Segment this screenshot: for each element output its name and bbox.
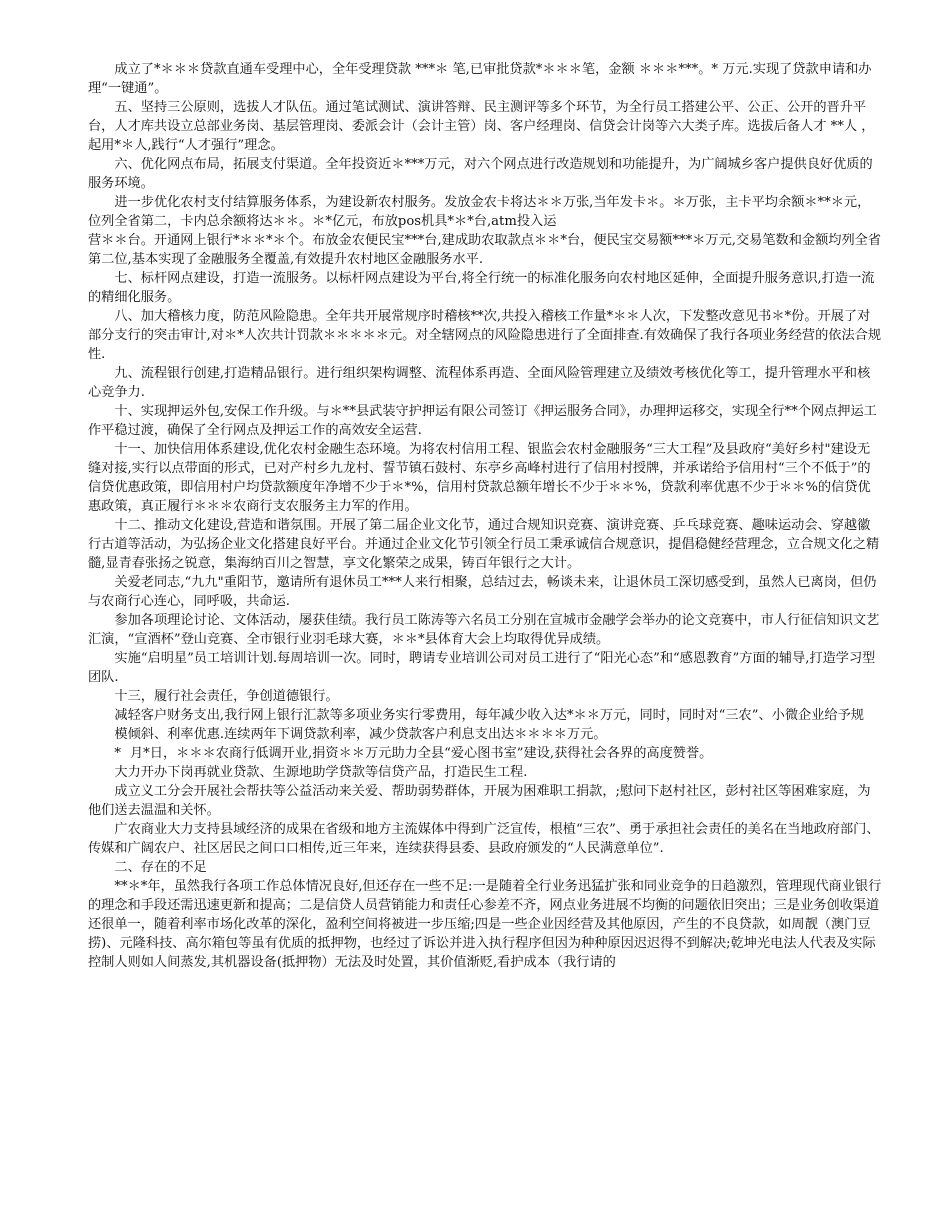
- paragraph-rates: 模倾斜、利率优惠.连续两年下调贷款利率，减少贷款客户利息支出达＊＊＊＊万元。: [114, 727, 607, 742]
- paragraph-credit-system: 十一、加快信用体系建设,优化农村金融生态环境。为将农村信用工程、银监会农村金融服务“三大工程”及县政府“美好乡村"建设无缝对接,实行以点带面的形式，已对产村乡九龙村、誓节镇石鼓村、东亭乡高峰村进行了信用村授牌，并承诺给予信用村“三个不低于”的信贷优惠政策，即信用村户均贷款额度年净增不少于＊*%，信用村贷款总额年增长不少于＊＊%，贷款利率优惠不少于＊＊%的信贷优惠政策，真正履行＊＊＊农商行支农服务主力军的作用。: [88, 442, 871, 514]
- section-heading-shortcomings: 二、存在的不足: [114, 860, 207, 875]
- paragraph-publicity: 广农商业大力支持县域经济的成果在省级和地方主流媒体中得到广泛宣传，根植“三农”、勇于承担社会责任的美名在当地政府部门、传媒和广阔农户、社区居民之间口口相传,近三年来，连续获得县委、县政府颁发的“人民满意单位”.: [88, 822, 880, 856]
- paragraph-activities: 参加各项理论讨论、文体活动，屡获佳绩。我行员工陈涛等六名员工分别在宣城市金融学会举办的论文竞赛中，市人行征信知识文艺汇演，“宣酒杯”登山竞赛、全市银行业羽毛球大赛，＊＊*县体育大会上均取得优异成绩。: [88, 613, 880, 647]
- paragraph-volunteer: 成立义工分会开展社会帮扶等公益活动来关爱、帮助弱势群体，开展为困难职工捐款，;慰问下赵村社区，彭村社区等困难家庭，为他们送去温温和关怀。: [88, 784, 871, 818]
- bullet-text: 月*日，＊＊＊农商行低调开业,捐资＊＊万元助力全县“爱心图书室”建设,获得社会各界的高度赞誉。: [130, 746, 713, 761]
- paragraph-culture: 十二、推动文化建设,营造和谐氛围。开展了第二届企业文化节，通过合规知识竞赛、演讲竞赛、乒乓球竞赛、趣味运动会、穿越徽行古道等活动，为弘扬企业文化搭建良好平台。并通过企业文化节引领全行员工秉承诚信合规意识，提倡稳健经营理念，立合规文化之精髓,显青春张扬之锐意，集海纳百川之智慧，享文化繁荣之成果，铸百年银行之大计。: [88, 518, 880, 571]
- paragraph-retirees: 关爱老同志,“九九"重阳节，邀请所有退休员工***人来行相聚，总结过去，畅谈未来，让退休员工深切感受到，虽然人已离岗，但仍与农商行心连心，同呼吸，共命运.: [88, 575, 877, 609]
- paragraph-payment: 进一步优化农村支付结算服务体系，为建设新农村服务。发放金农卡将达＊＊万张,当年发卡＊。＊万张，主卡平均余额＊**＊元，位列全省第二，卡内总余额将达＊＊。＊*亿元，布放pos机具*＊*台,atm投入运: [88, 195, 871, 229]
- paragraph-shortcomings: **＊*年，虽然我行各项工作总体情况良好,但还存在一些不足:一是随着全行业务迅猛扩张和同业竞争的日趋激烈，管理现代商业银行的理念和手段还需迅速更新和提高；二是信贷人员营销能力和责任心参差不齐，网点业务进展不均衡的问题依旧突出；三是业务创收渠道还很单一，随着利率市场化改革的深化，盈利空间将被进一步压缩;四是一些企业因经营及其他原因，产生的不良贷款，如周靓（澳门豆捞)、元隆科技、高尔箱包等虽有优质的抵押物，也经过了诉讼并进入执行程序但因为种种原因迟迟得不到解决;乾坤光电法人代表及实际控制人则如人间蒸发,其机器设备(抵押物）无法及时处置，其价值渐贬,看护成本（我行请的: [88, 879, 882, 970]
- paragraph-talent: 五、坚持三公原则，选拔人才队伍。通过笔试测试、演讲答辩、民主测评等多个环节，为全行员工搭建公平、公正、公开的晋升平台，人才库共设立总部业务岗、基层管理岗、委派会计（会计主管）岗、客户经理岗、信贷会计岗等六大类子库。选拔后备人才 **人 ，起用*＊人,践行“人才强行”理念。: [88, 100, 875, 153]
- paragraph-escort: 十、实现押运外包,安保工作升级。与＊**县武装守护押运有限公司签订《押运服务合同》，办理押运移交，实现全行**个网点押运工作平稳过渡，确保了全行网点及押运工作的高效安全运营.: [88, 404, 877, 438]
- paragraph-social-heading: 十三，履行社会责任，争创道德银行。: [114, 689, 339, 704]
- paragraph-payment-cont: 营＊＊台。开通网上银行*＊＊*＊个。布放金农便民宝***台,建成助农取款点＊＊*台，便民宝交易额***＊万元,交易笔数和金额均列全省第二位,基本实现了金融服务全覆盖,有效提升农村地区金融服务水平.: [88, 233, 882, 267]
- paragraph-fees: 减轻客户财务支出,我行网上银行汇款等多项业务实行零费用，每年减少收入达*＊＊万元，同时，同时对“三农”、小微企业给予规: [114, 708, 864, 723]
- paragraph-network: 六、优化网点布局，拓展支付渠道。全年投资近＊***万元，对六个网点进行改造规划和功能提升，为广阔城乡客户提供良好优质的服务环境。: [88, 157, 873, 191]
- paragraph-benchmark: 七、标杆网点建设，打造一流服务。以标杆网点建设为平台,将全行统一的标准化服务向农村地区延伸，全面提升服务意识,打造一流的精细化服务。: [88, 271, 875, 305]
- paragraph-training: 实施“启明星”员工培训计划.每周培训一次。同时，聘请专业培训公司对员工进行了“阳光心态”和“感恩教育”方面的辅导,打造学习型团队.: [88, 651, 876, 685]
- paragraph-process: 九、流程银行创建,打造精品银行。进行组织架构调整、流程体系再造、全面风险管理建立及绩效考核优化等工，提升管理水平和核心竞争力.: [88, 366, 871, 400]
- paragraph-livelihood: 大力开办下岗再就业贷款、生源地助学贷款等信贷产品，打造民生工程.: [114, 765, 528, 780]
- bullet-item: [88, 744, 882, 763]
- paragraph-loan-center: 成立了*＊＊＊贷款直通车受理中心，全年受理贷款 ***＊ 笔,已审批贷款*＊＊＊笔，金额 ＊＊＊***。* 万元.实现了贷款申请和办理“一键通”。: [88, 62, 872, 96]
- paragraph-audit: 八、加大稽核力度，防范风险隐患。全年共开展常规序时稽核**次,共投入稽核工作量*＊＊人次，下发整改意见书＊*份。开展了对部分支行的突击审计,对＊*人次共计罚款＊＊＊＊＊元。对全辖网点的风险隐患进行了全面排查.有效确保了我行各项业务经营的依法合规性.: [88, 309, 882, 362]
- bullet-mark: *: [114, 746, 121, 761]
